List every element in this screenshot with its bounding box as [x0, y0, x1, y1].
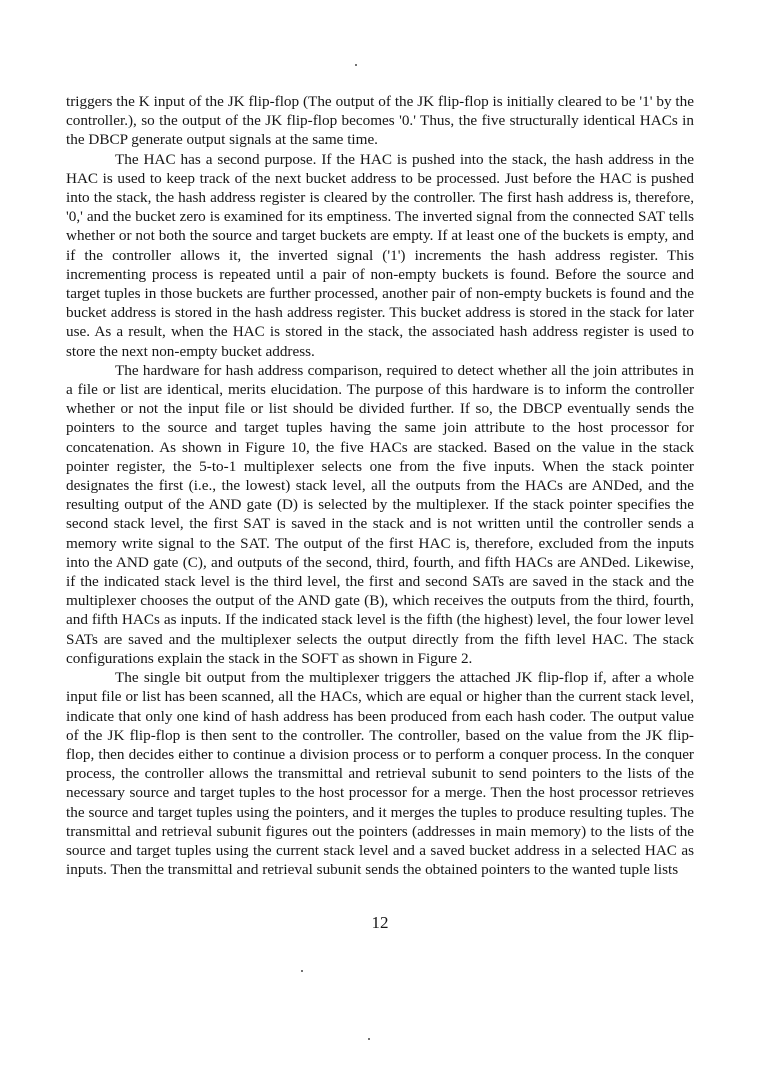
scan-speck: [368, 1038, 370, 1040]
paragraph: The single bit output from the multiplexer triggers the attached JK flip-flop if, after a whole input file or list has been scanned, all the HACs, which are equal or higher than the current stack level, indicate that only one kind of hash address has been produced from each hash coder. The output value of the JK flip-flop is then sent to the controller. The controller, based on the value from the JK flip-flop, then decides either to continue a division process or to perform a conquer process. In the conquer process, the controller allows the transmittal and retrieval subunit to send pointers to the lists of the necessary source and target tuples to the host processor for a merge. Then the host processor retrieves the source and target tuples using the pointers, and it merges the tuples to produce resulting tuples. The transmittal and retrieval subunit figures out the pointers (addresses in main memory) to the lists of the source and target tuples using the current stack level and a saved bucket address in a selected HAC as inputs. Then the transmittal and retrieval subunit sends the obtained pointers to the wanted tuple lists: [66, 669, 694, 879]
paragraph: The HAC has a second purpose. If the HAC is pushed into the stack, the hash address in the HAC is used to keep track of the next bucket address to be processed. Just before the HAC is pushed into the stack, the hash address register is cleared by the controller. The first hash address is, therefore, '0,' and the bucket zero is examined for its emptiness. The inverted signal from the connected SAT tells whether or not both the source and target buckets are empty. If at least one of the buckets is empty, and if the controller allows it, the inverted signal ('1') increments the hash address register. This incrementing process is repeated until a pair of non-empty buckets is found. Before the source and target tuples in those buckets are further processed, another pair of non-empty buckets is found and the bucket address is stored in the hash address register. This bucket address is stored in the stack for later use. As a result, when the HAC is stored in the stack, the associated hash address register is used to store the next non-empty bucket address.: [66, 150, 694, 360]
paragraph: The hardware for hash address comparison, required to detect whether all the join attributes in a file or list are identical, merits elucidation. The purpose of this hardware is to inform the controller whether or not the input file or list should be divided further. If so, the DBCP eventually sends the pointers to the source and target tuples having the same join attribute to the host processor for concatenation. As shown in Figure 10, the five HACs are stacked. Based on the value in the stack pointer register, the 5-to-1 multiplexer selects one from the five inputs. When the stack pointer designates the first (i.e., the lowest) stack level, all the outputs from the HACs are ANDed, and the resulting output of the AND gate (D) is selected by the multiplexer. If the stack pointer specifies the second stack level, the first SAT is saved in the stack and is not written until the controller sends a memory write signal to the SAT. The output of the first HAC is, therefore, excluded from the inputs into the AND gate (C), and outputs of the second, third, fourth, and fifth HACs are ANDed. Likewise, if the indicated stack level is the third level, the first and second SATs are saved in the stack and the multiplexer chooses the output of the AND gate (B), which receives the outputs from the third, fourth, and fifth HACs as inputs. If the indicated stack level is the fifth (the highest) level, the four lower level SATs are saved and the multiplexer selects the output directly from the fifth level HAC. The stack configurations explain the stack in the SOFT as shown in Figure 2.: [66, 361, 694, 667]
scan-speck: [301, 970, 303, 972]
paragraph: triggers the K input of the JK flip-flop (The output of the JK flip-flop is initially cleared to be '1' by the controller.), so the output of the JK flip-flop becomes '0.' Thus, the five structurally identical HACs in the DBCP generate output signals at the same time.: [66, 93, 694, 149]
page-number: 12: [371, 913, 389, 932]
body-text: [66, 92, 694, 879]
scan-speck: [355, 64, 357, 66]
